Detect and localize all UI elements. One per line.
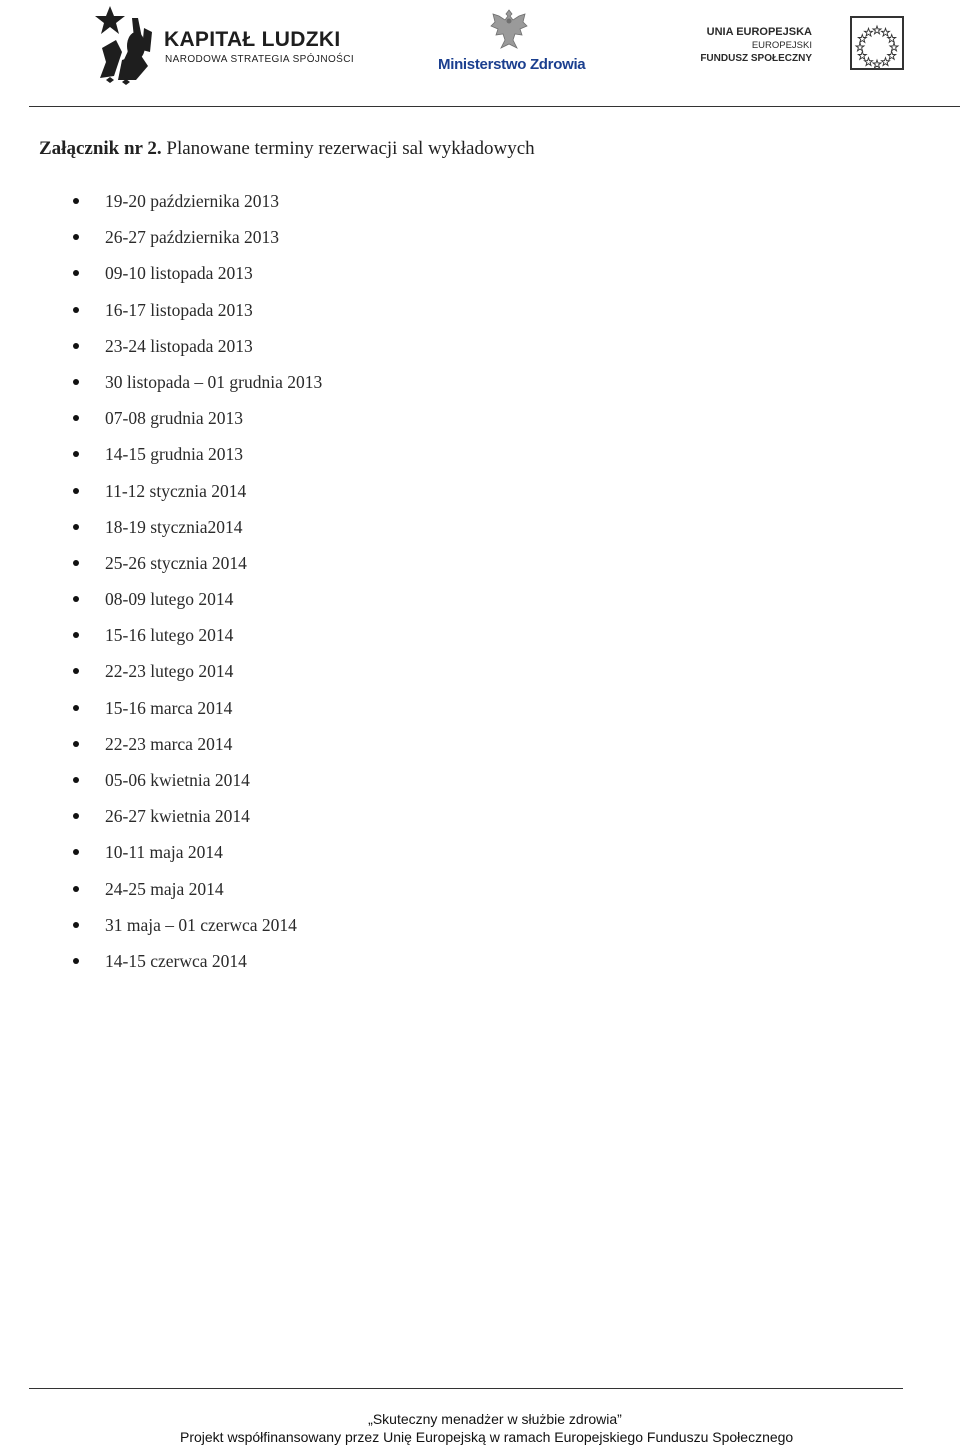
bullet-icon (73, 886, 79, 892)
list-item (0, 328, 322, 364)
date-text: 16-17 listopada 2013 (105, 299, 253, 320)
footer-divider (29, 1388, 903, 1389)
bullet-icon (73, 488, 79, 494)
list-item (0, 219, 322, 255)
date-text: 22-23 lutego 2014 (105, 661, 234, 682)
date-text: 19-20 października 2013 (105, 191, 279, 211)
date-text: 15-16 lutego 2014 (105, 625, 234, 646)
attachment-label: Załącznik nr 2. (39, 138, 162, 159)
list-item (0, 581, 322, 617)
list-item (0, 834, 322, 870)
date-text: 14-15 czerwca 2014 (105, 950, 247, 971)
bullet-icon (73, 958, 79, 964)
list-item (0, 436, 322, 472)
ue-line-3: FUNDUSZ SPOŁECZNY (700, 53, 812, 64)
bullet-icon (73, 524, 79, 530)
star-figures-emblem-icon (92, 4, 158, 88)
list-item (0, 690, 322, 726)
list-item (0, 871, 322, 907)
bullet-icon (73, 198, 79, 204)
bullet-icon (73, 705, 79, 711)
list-item (0, 907, 322, 943)
ue-line-1: UNIA EUROPEJSKA (706, 26, 812, 38)
bullet-icon (73, 234, 79, 240)
bullet-icon (73, 596, 79, 602)
list-item (0, 183, 322, 219)
bullet-icon (73, 560, 79, 566)
date-text: 26-27 kwietnia 2014 (105, 806, 250, 827)
bullet-icon (73, 741, 79, 747)
ministerstwo-zdrowia-logo (438, 8, 586, 76)
eu-stars-flag-icon (852, 18, 902, 68)
kapital-ludzki-logo (92, 4, 355, 88)
date-text: 05-06 kwietnia 2014 (105, 770, 250, 790)
bullet-icon (73, 451, 79, 457)
ue-line-2: EUROPEJSKI (751, 40, 812, 51)
white-eagle-emblem-icon (489, 8, 529, 52)
list-item (0, 509, 322, 545)
eu-flag-frame (850, 16, 904, 70)
date-text: 08-09 lutego 2014 (105, 589, 234, 610)
page-header (0, 0, 960, 106)
date-text: 07-08 grudnia 2013 (105, 408, 244, 429)
bullet-icon (73, 777, 79, 783)
attachment-heading (39, 138, 535, 160)
date-text: 23-24 listopada 2013 (105, 335, 253, 356)
bullet-icon (73, 379, 79, 385)
reservation-dates-list (0, 183, 322, 979)
date-text: 25-26 stycznia 2014 (105, 552, 247, 573)
bullet-icon (73, 270, 79, 276)
bullet-icon (73, 307, 79, 313)
attachment-title: Planowane terminy rezerwacji sal wykładowych (161, 138, 535, 159)
date-text: 15-16 marca 2014 (105, 697, 233, 718)
bullet-icon (73, 415, 79, 421)
date-text: 26-27 października 2013 (105, 227, 279, 248)
date-text: 30 listopada – 01 grudnia 2013 (105, 371, 323, 392)
list-item (0, 798, 322, 834)
date-text: 22-23 marca 2014 (105, 733, 233, 754)
bullet-icon (73, 668, 79, 674)
date-text: 11-12 stycznia 2014 (105, 480, 247, 501)
funding-note: Projekt współfinansowany przez Unię Europejską w ramach Europejskiego Funduszu Społecznego (180, 1429, 794, 1445)
kapital-ludzki-title: KAPITAŁ LUDZKI (164, 28, 341, 51)
date-text: 31 maja – 01 czerwca 2014 (105, 914, 297, 935)
list-item (0, 943, 322, 979)
ministerstwo-zdrowia-label: Ministerstwo Zdrowia (438, 56, 586, 73)
bullet-icon (73, 922, 79, 928)
date-text: 14-15 grudnia 2013 (105, 444, 244, 465)
bullet-icon (73, 813, 79, 819)
date-text: 18-19 stycznia2014 (105, 516, 243, 537)
bullet-icon (73, 632, 79, 638)
kapital-ludzki-subtitle: NARODOWA STRATEGIA SPÓJNOŚCI (165, 54, 355, 65)
list-item (0, 653, 322, 689)
list-item (0, 473, 322, 509)
project-name: „Skuteczny menadżer w służbie zdrowia” (368, 1411, 622, 1427)
list-item (0, 400, 322, 436)
list-item (0, 364, 322, 400)
list-item (0, 255, 322, 291)
list-item (0, 726, 322, 762)
list-item (0, 292, 322, 328)
date-text: 24-25 maja 2014 (105, 878, 224, 899)
bullet-icon (73, 343, 79, 349)
list-item (0, 617, 322, 653)
date-text: 10-11 maja 2014 (105, 842, 223, 863)
bullet-icon (73, 849, 79, 855)
list-item (0, 762, 322, 798)
list-item (0, 545, 322, 581)
unia-europejska-logo (700, 16, 904, 72)
date-text: 09-10 listopada 2013 (105, 263, 253, 284)
header-divider (29, 106, 960, 107)
